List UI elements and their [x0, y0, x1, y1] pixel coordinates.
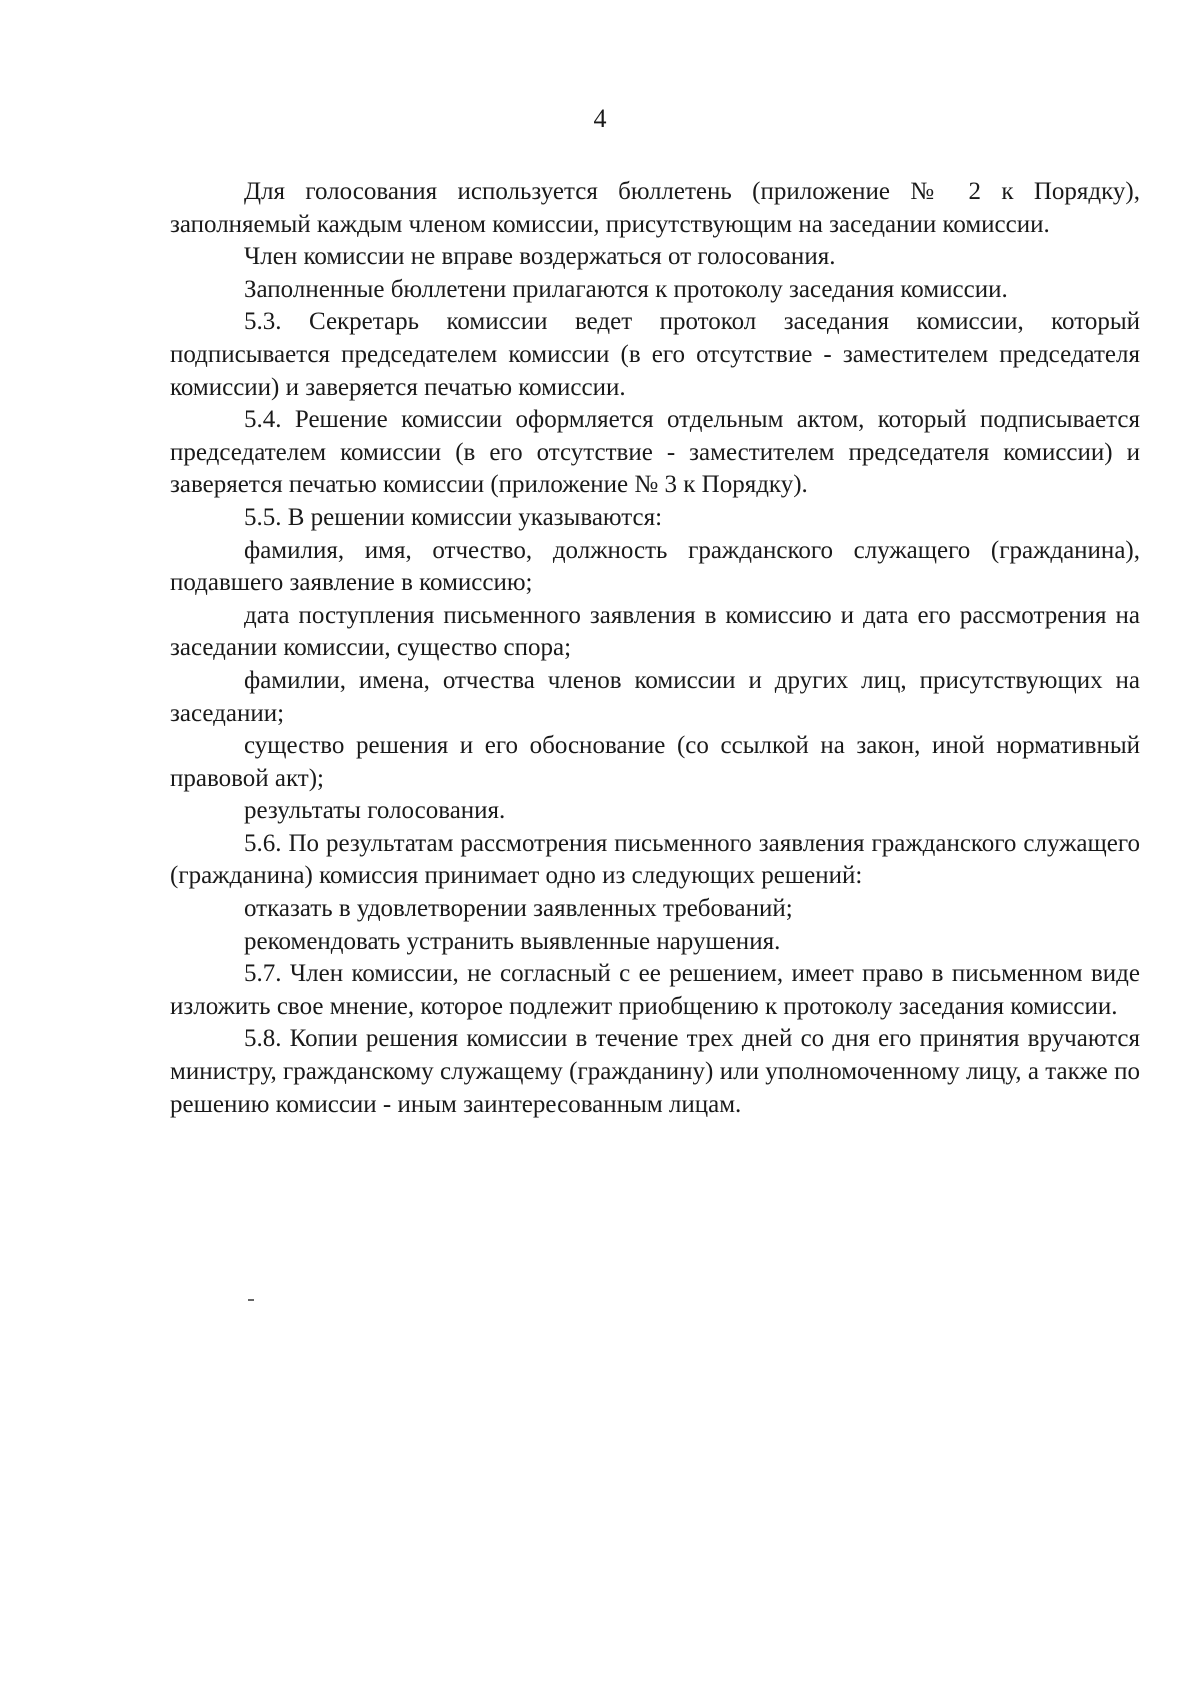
list-item-refuse: отказать в удовлетворении заявленных требований; — [244, 895, 793, 923]
list-item-application-date: дата поступления письменного заявления в комиссию и дата его рассмотрения на заседании комиссии, существо спора; — [170, 601, 1140, 662]
document-body — [170, 176, 1140, 1121]
list-item-decision-essence: существо решения и его обоснование (со ссылкой на закон, иной нормативный правовой акт); — [170, 732, 1140, 792]
paragraph-5-3: 5.3. Секретарь комиссии ведет протокол заседания комиссии, который подписывается председателем комиссии (в его отсутствие - заместителем председателя комиссии) и заверяется печатью комиссии. — [170, 308, 1140, 401]
page-number: 4 — [593, 104, 607, 133]
list-item-voting-results: результаты голосования. — [244, 797, 506, 825]
list-item-applicant-name: фамилия, имя, отчество, должность гражданского служащего (гражданина), подавшего заявление в комиссию; — [170, 536, 1140, 597]
paragraph-5-6: 5.6. По результатам рассмотрения письменного заявления гражданского служащего (гражданина) комиссия принимает одно из следующих решений: — [170, 829, 1140, 890]
paragraph-ballot-usage: Для голосования используется бюллетень (приложение № 2 к Порядку), заполняемый каждым членом комиссии, присутствующим на заседании комиссии. — [170, 178, 1140, 238]
scan-artifact-mark — [248, 1299, 254, 1301]
paragraph-5-7: 5.7. Член комиссии, не согласный с ее решением, имеет право в письменном виде изложить свое мнение, которое подлежит приобщению к протоколу заседания комиссии. — [170, 960, 1140, 1020]
paragraph-5-8: 5.8. Копии решения комиссии в течение трех дней со дня его принятия вручаются министру, гражданскому служащему (гражданину) или уполномоченному лицу, а также по решению комиссии - иным заинтересованным лицам. — [170, 1025, 1140, 1118]
paragraph-ballots-attached: Заполненные бюллетени прилагаются к протоколу заседания комиссии. — [244, 275, 1008, 303]
paragraph-5-4: 5.4. Решение комиссии оформляется отдельным актом, который подписывается председателем комиссии (в его отсутствие - заместителем председателя комиссии) и заверяется печатью комиссии (приложение № 3 к Порядку). — [170, 406, 1140, 499]
paragraph-no-abstain: Член комиссии не вправе воздержаться от голосования. — [244, 243, 836, 271]
list-item-recommend: рекомендовать устранить выявленные нарушения. — [244, 927, 781, 955]
list-item-members-present: фамилии, имена, отчества членов комиссии и других лиц, присутствующих на заседании; — [170, 666, 1140, 727]
paragraph-5-5: 5.5. В решении комиссии указываются: — [244, 503, 663, 531]
